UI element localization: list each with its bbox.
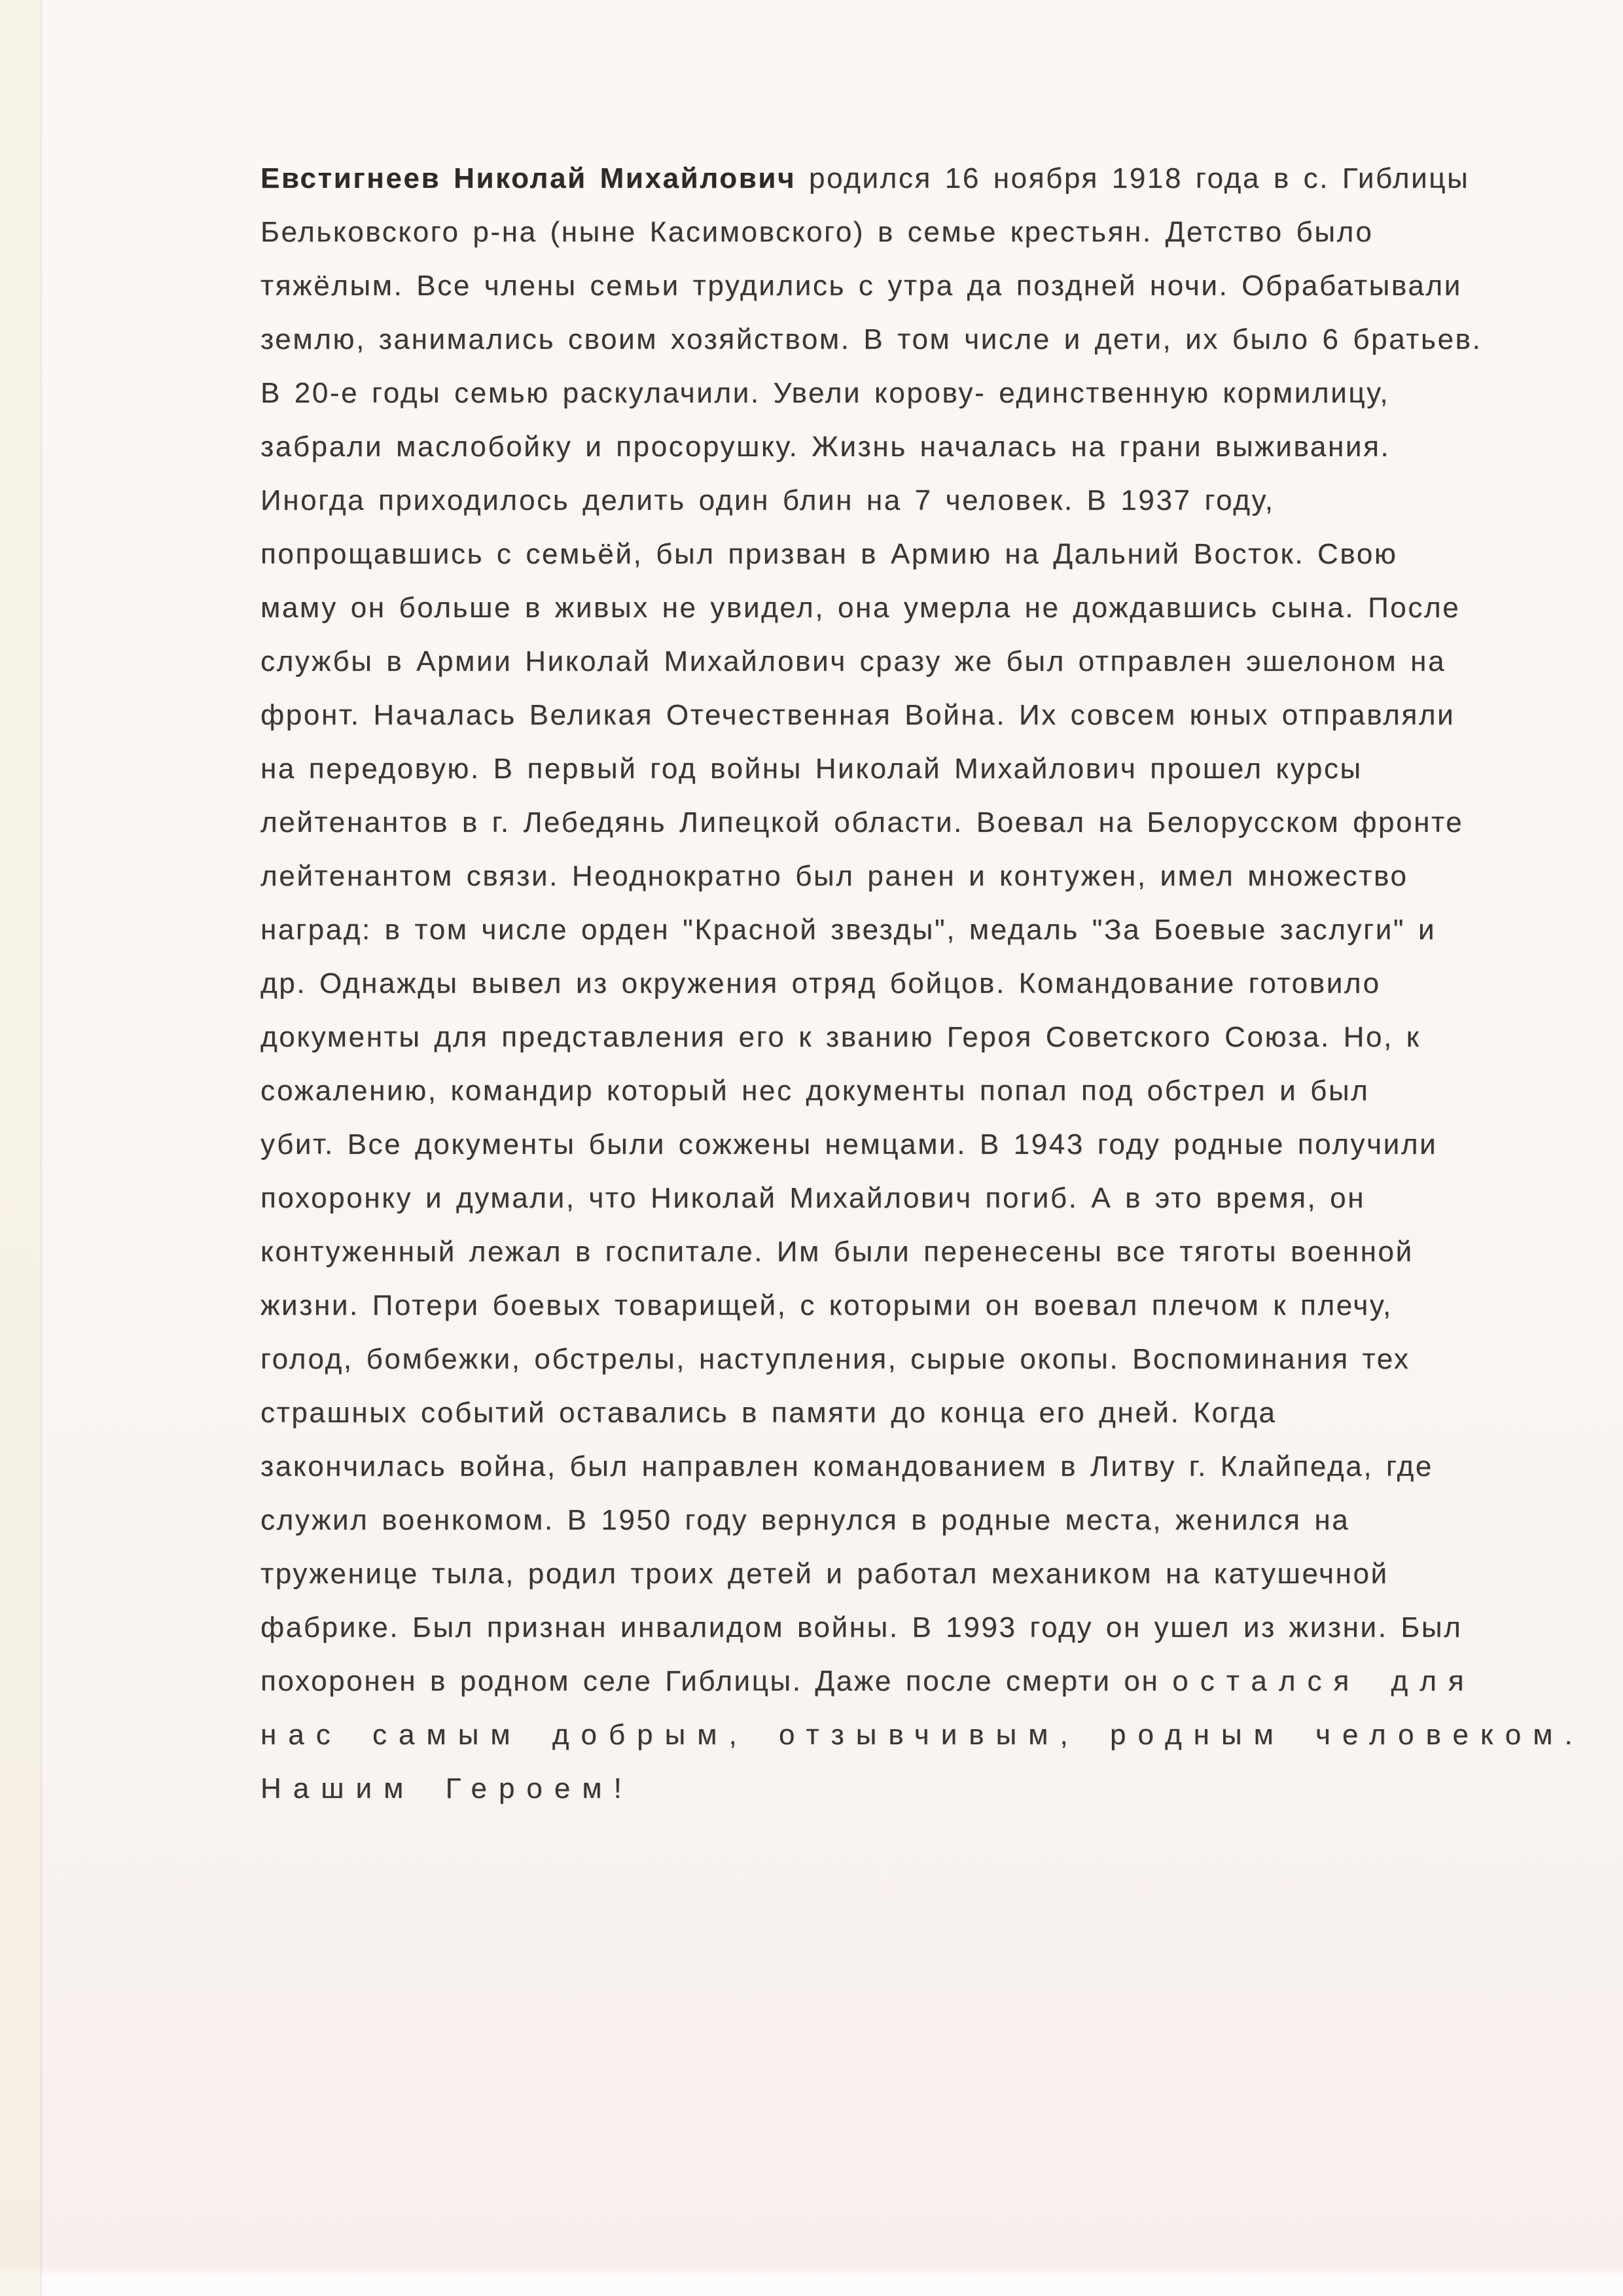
text-line: Иногда приходилось делить один блин на 7 человек. В 1937 году, [260, 484, 1275, 516]
text-line: службы в Армии Николай Михайлович сразу же был отправлен эшелоном на [260, 645, 1446, 677]
text-line: страшных событий оставались в памяти до конца его дней. Когда [260, 1397, 1277, 1429]
text-segment: родился 16 ноября 1918 года в с. Гиблицы [796, 162, 1470, 194]
text-line: документы для представления его к званию Героя Советского Союза. Но, к [260, 1021, 1421, 1053]
text-line: голод, бомбежки, обстрелы, наступления, сырые окопы. Воспоминания тех [260, 1343, 1410, 1375]
text-line: Бельковского р-на (ныне Касимовского) в семье крестьян. Детство было [260, 216, 1374, 248]
text-line: жизни. Потери боевых товарищей, с которыми он воевал плечом к плечу, [260, 1289, 1393, 1321]
text-line: лейтенантом связи. Неоднократно был ранен и контужен, имел множество [260, 860, 1408, 892]
text-line: сожалению, командир который нес документы попал под обстрел и был [260, 1075, 1370, 1107]
text-line: попрощавшись с семьёй, был призван в Армию на Дальний Восток. Свою [260, 538, 1398, 570]
text-line: В 20-е годы семью раскулачили. Увели корову- единственную кормилицу, [260, 377, 1390, 409]
text-line: служил военкомом. В 1950 году вернулся в родные места, женился на [260, 1504, 1350, 1536]
person-name: Евстигнеев Николай Михайлович [260, 162, 796, 194]
text-line: похоронку и думали, что Николай Михайлович погиб. А в это время, он [260, 1182, 1366, 1214]
text-line: тяжёлым. Все члены семьи трудились с утра да поздней ночи. Обрабатывали [260, 270, 1462, 302]
text-line: фронт. Началась Великая Отечественная Война. Их совсем юных отправляли [260, 699, 1455, 731]
text-line: забрали маслобойку и просорушку. Жизнь началась на грани выживания. [260, 431, 1391, 463]
text-line: убит. Все документы были сожжены немцами. В 1943 году родные получили [260, 1128, 1438, 1160]
text-line: фабрике. Был признан инвалидом войны. В 1993 году он ушел из жизни. Был [260, 1611, 1463, 1643]
text-line [260, 1655, 1582, 1708]
text-line: лейтенантов в г. Лебедянь Липецкой области. Воевал на Белорусском фронте [260, 806, 1464, 838]
scan-left-edge-line [41, 0, 42, 2296]
text-line: нас самым добрым, отзывчивым, родным человеком. [260, 1719, 1584, 1751]
text-line: контуженный лежал в госпитале. Им были перенесены все тяготы военной [260, 1236, 1414, 1268]
text-line: закончилась война, был направлен командованием в Литву г. Клайпеда, где [260, 1450, 1434, 1482]
scan-left-edge [0, 0, 41, 2296]
text-line: маму он больше в живых не увидел, она умерла не дождавшись сына. После [260, 592, 1461, 624]
text-line: труженице тыла, родил троих детей и работал механиком на катушечной [260, 1558, 1389, 1590]
text-line: землю, занимались своим хозяйством. В том числе и дети, их было 6 братьев. [260, 323, 1482, 355]
text-line: наград: в том числе орден "Красной звезды", медаль "За Боевые заслуги" и [260, 914, 1436, 946]
text-line: др. Однажды вывел из окружения отряд бойцов. Командование готовило [260, 967, 1381, 999]
text-line [260, 152, 1582, 206]
text-line: Нашим Героем! [260, 1772, 633, 1804]
text-line: на передовую. В первый год войны Николай Михайлович прошел курсы [260, 753, 1363, 785]
text-segment: похоронен в родном селе Гиблицы. Даже после смерти он [260, 1665, 1173, 1697]
letter-spaced-segment: остался для [1172, 1665, 1476, 1697]
biography-text [260, 152, 1582, 1816]
